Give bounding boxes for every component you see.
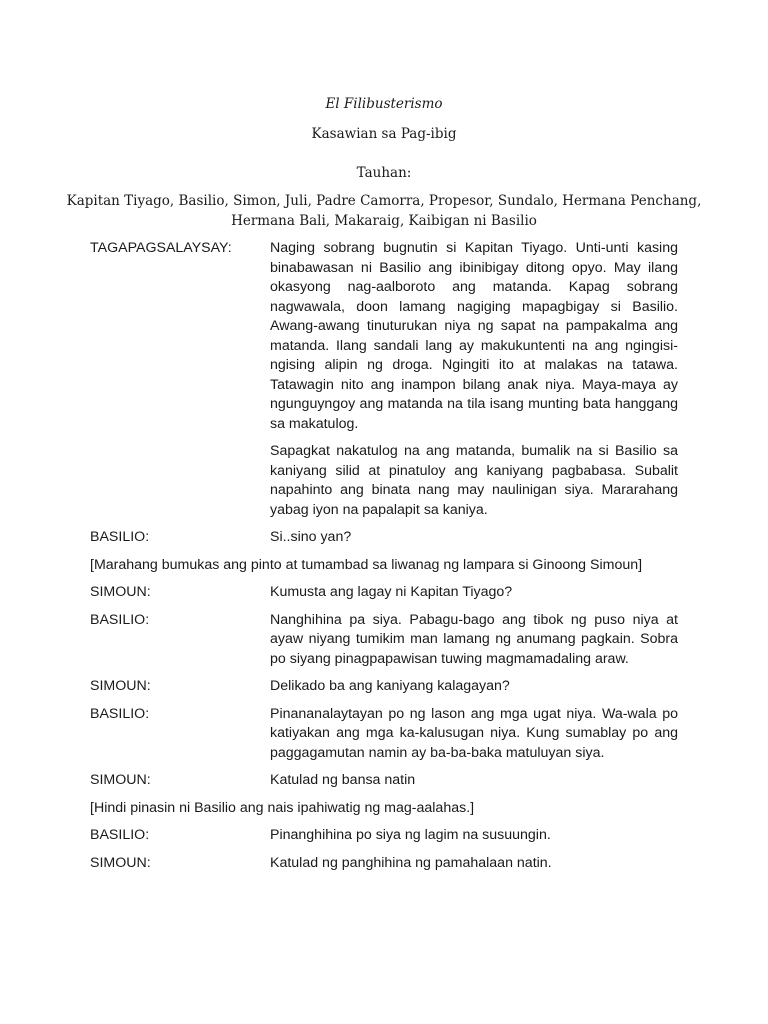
- dialogue-row: [90, 771, 678, 791]
- dialogue-text: Kumusta ang lagay ni Kapitan Tiyago?: [270, 584, 513, 600]
- dialogue-row: [90, 677, 678, 697]
- dialogue-row: [90, 583, 678, 603]
- dialogue-text: Pinanghihina po siya ng lagim na susuungin.: [270, 827, 551, 843]
- speaker-label: BASILIO:: [90, 529, 150, 545]
- dialogue-row-narrator: [90, 239, 678, 520]
- dialogue-row: [90, 528, 678, 548]
- speaker-label: BASILIO:: [90, 827, 150, 843]
- narration-paragraph-2: Sapagkat nakatulog na ang matanda, bumalik na si Basilio sa kaniyang silid at pinatuloy ang kaniyang pagbabasa. Subalit napahinto ang binata nang may naulinigan siya. Mararahang yabag iyon na papalapit sa kaniya.: [270, 443, 678, 518]
- speaker-label: BASILIO:: [90, 611, 150, 628]
- dialogue-row: [90, 826, 678, 846]
- speaker-label: SIMOUN:: [90, 854, 151, 871]
- dialogue-text: Delikado ba ang kaniyang kalagayan?: [270, 678, 510, 694]
- dialogue-text: Si..sino yan?: [270, 529, 352, 545]
- speaker-label: SIMOUN:: [90, 678, 151, 694]
- dialogue-text: [270, 239, 678, 520]
- speaker-label: SIMOUN:: [90, 584, 151, 600]
- narration-paragraph-1: Naging sobrang bugnutin si Kapitan Tiyago. Unti-unti kasing binabawasan ni Basilio ang ibinibigay ditong opyo. May ilang okasyong nag-aalboroto ang matanda. Kapag sobrang nagwawala, doon lamang nagiging mapagbigay si Basilio. Awang-awang tinuturukan niya ng sapat na pampakalma ang matanda. Ilang sandali lang ay makukuntenti na ang ngingisi-ngising alipin ng droga. Ngingiti ito at malakas na tatawa. Tatawagin nito ang inampon bilang anak niya. Maya-maya ay ngunguyngoy ang matanda na tila isang munting bata hanggang sa makatulog.: [270, 240, 678, 432]
- speaker-label: BASILIO:: [90, 705, 150, 722]
- document-title: El Filibusterismo: [325, 96, 443, 112]
- script-body: [90, 239, 678, 881]
- speaker-label: TAGAPAGSALAYSAY:: [90, 240, 232, 256]
- speaker-label: SIMOUN:: [90, 772, 151, 788]
- characters-list: [60, 191, 708, 231]
- dialogue-row: [90, 705, 678, 764]
- dialogue-text: Pinananalaytayan po ng lason ang mga ugat niya. Wa-wala po katiyakan ang mga ka-kalusugan niya. Kung sumablay po ang paggagamutan namin ay ba-ba-baka matuluyan siya.: [270, 705, 678, 761]
- dialogue-text: Katulad ng bansa natin: [270, 772, 416, 788]
- dialogue-row: [90, 611, 678, 670]
- characters-line-2: Hermana Bali, Makaraig, Kaibigan ni Basilio: [231, 213, 537, 229]
- stage-direction: [Hindi pinasin ni Basilio ang nais ipahiwatig ng mag-aalahas.]: [90, 799, 475, 816]
- document-subtitle: Kasawian sa Pag-ibig: [311, 126, 457, 142]
- dialogue-row: [90, 854, 678, 874]
- characters-line-1: Kapitan Tiyago, Basilio, Simon, Juli, Padre Camorra, Propesor, Sundalo, Hermana Penchang,: [66, 193, 702, 209]
- dialogue-text: Nanghihina pa siya. Pabagu-bago ang tibok ng puso niya at ayaw niyang tumikim man lamang ng anumang pagkain. Sobra po siyang pinagpapawisan tuwing magmamadaling araw.: [270, 611, 678, 667]
- stage-direction: [Marahang bumukas ang pinto at tumambad sa liwanag ng lampara si Ginoong Simoun]: [90, 556, 643, 573]
- dialogue-text: Katulad ng panghihina ng pamahalaan natin.: [270, 854, 552, 871]
- characters-heading: Tauhan:: [356, 165, 412, 181]
